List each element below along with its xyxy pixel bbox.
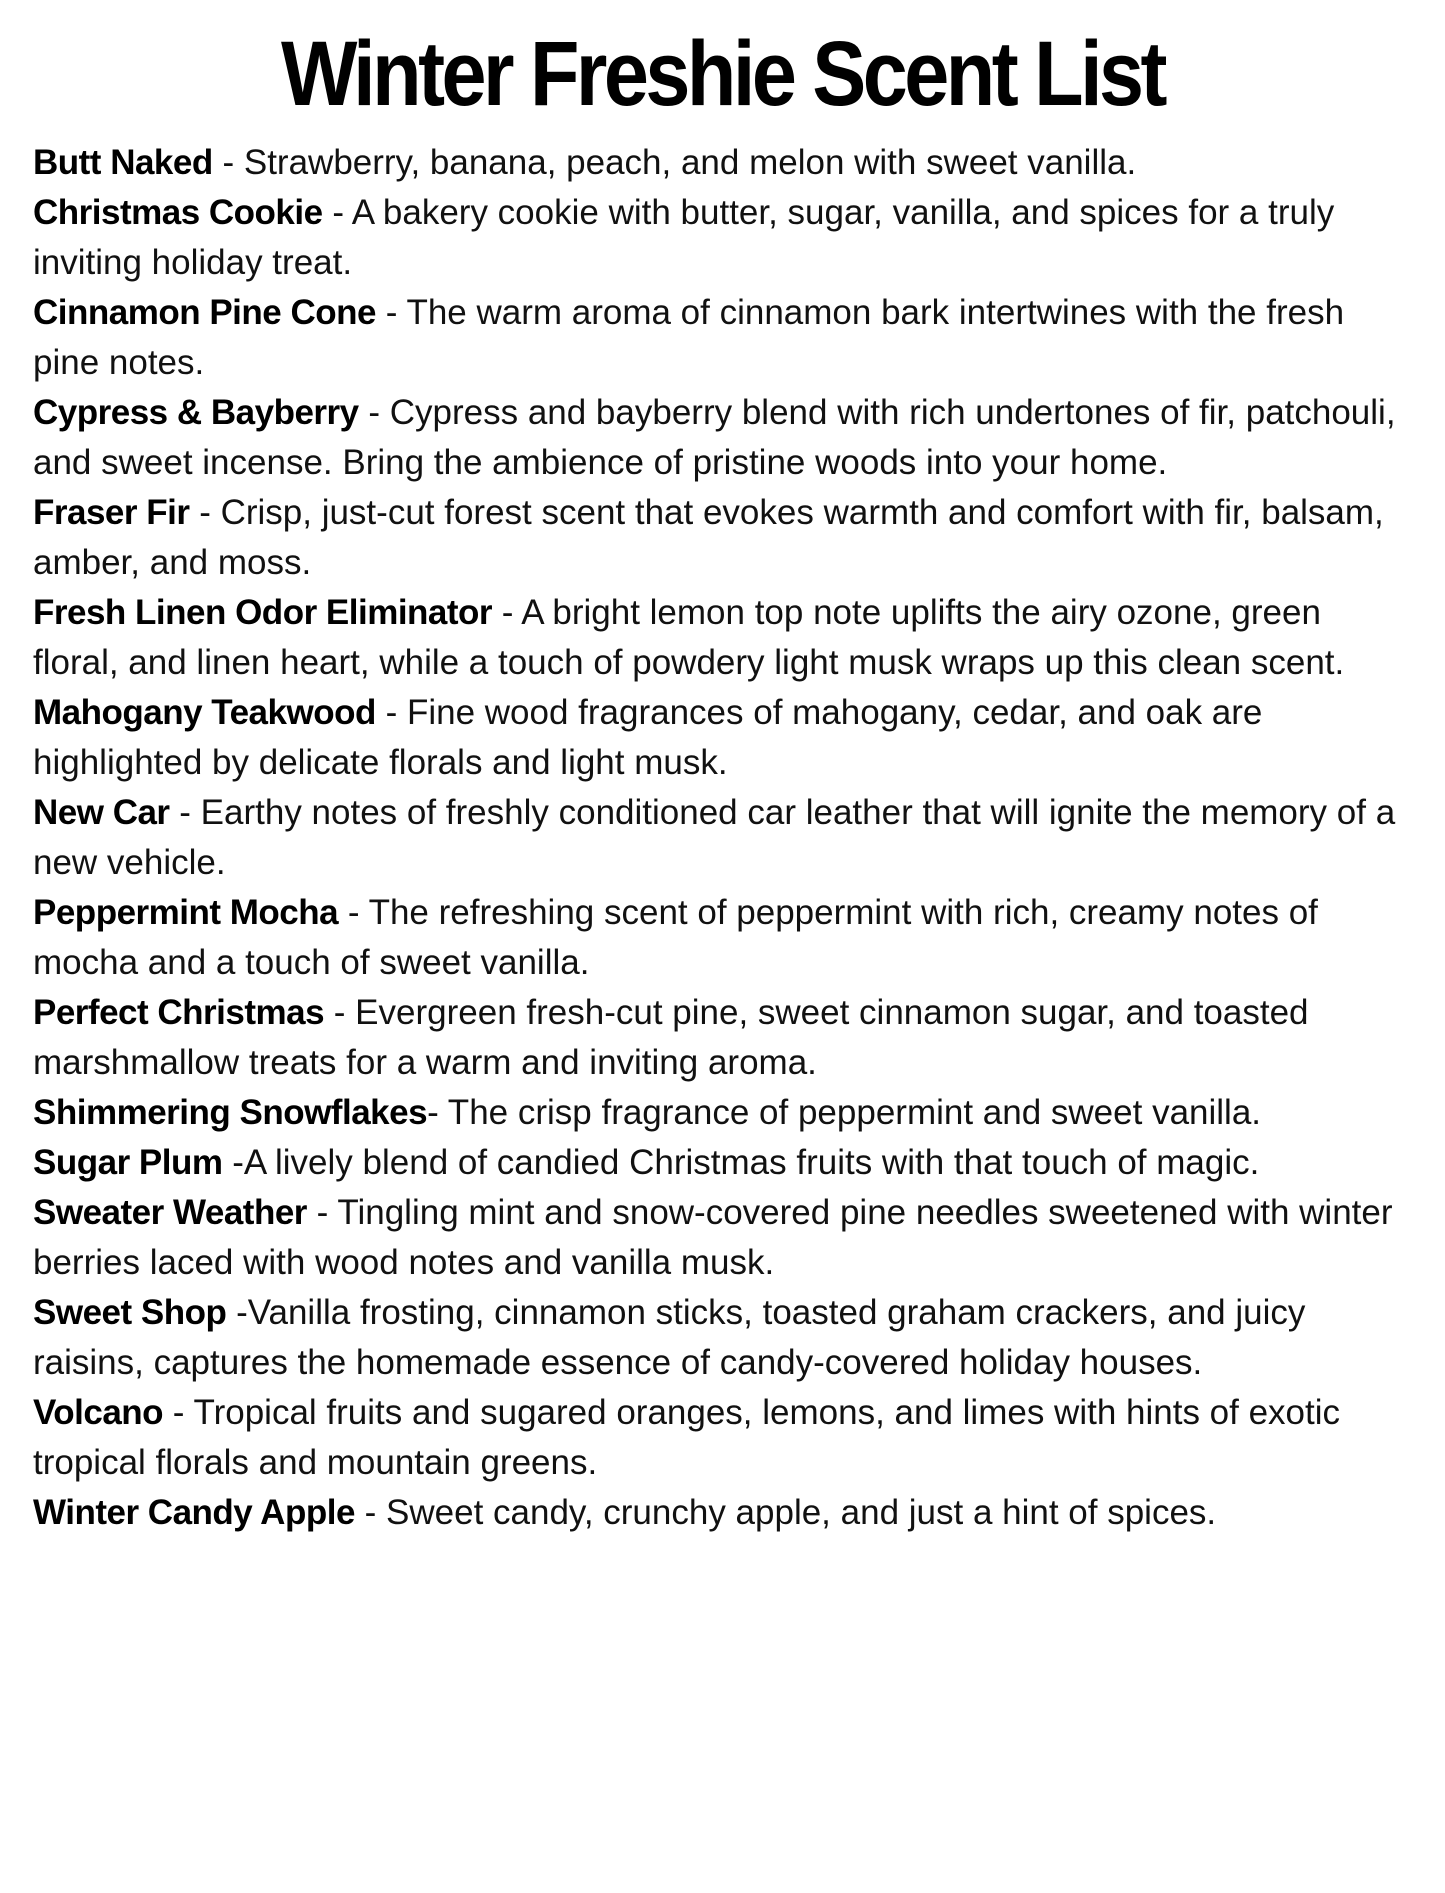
page-title: Winter Freshie Scent List [280,23,1164,125]
scent-list [33,138,1412,1538]
scent-name: Cypress & Bayberry [33,392,359,432]
scent-name: Christmas Cookie [33,192,323,232]
scent-description: - Tropical fruits and sugared oranges, lemons, and limes with hints of exotic tropical florals and mountain greens. [33,1392,1341,1482]
scent-item [33,288,1412,388]
scent-item [33,1138,1412,1188]
scent-name: New Car [33,792,170,832]
scent-name: Sweater Weather [33,1192,307,1232]
scent-name: Cinnamon Pine Cone [33,292,376,332]
scent-description: - Earthy notes of freshly conditioned car leather that will ignite the memory of a new vehicle. [33,792,1396,882]
scent-name: Butt Naked [33,142,213,182]
scent-description: - Cypress and bayberry blend with rich undertones of fir, patchouli, and sweet incense. Bring the ambience of pristine woods into your home. [33,392,1396,482]
scent-name: Volcano [33,1392,164,1432]
scent-description: - Tingling mint and snow-covered pine needles sweetened with winter berries laced with wood notes and vanilla musk. [33,1192,1393,1282]
scent-description: - Crisp, just-cut forest scent that evokes warmth and comfort with fir, balsam, amber, and moss. [33,492,1384,582]
scent-item [33,1488,1412,1538]
document-page [0,22,1445,1893]
scent-item [33,138,1412,188]
scent-name: Peppermint Mocha [33,892,339,932]
scent-name: Mahogany Teakwood [33,692,376,732]
scent-name: Winter Candy Apple [33,1492,355,1532]
scent-description: - Evergreen fresh-cut pine, sweet cinnamon sugar, and toasted marshmallow treats for a warm and inviting aroma. [33,992,1309,1082]
scent-description: -A lively blend of candied Christmas fruits with that touch of magic. [222,1142,1260,1182]
scent-description: - The refreshing scent of peppermint with rich, creamy notes of mocha and a touch of sweet vanilla. [33,892,1318,982]
scent-item [33,1388,1412,1488]
scent-description: - Fine wood fragrances of mahogany, cedar, and oak are highlighted by delicate florals and light musk. [33,692,1263,782]
scent-name: Fraser Fir [33,492,190,532]
scent-name: Sweet Shop [33,1292,227,1332]
scent-item [33,988,1412,1088]
scent-item [33,188,1412,288]
scent-item [33,1088,1412,1138]
scent-item [33,1288,1412,1388]
scent-description: - A bright lemon top note uplifts the airy ozone, green floral, and linen heart, while a touch of powdery light musk wraps up this clean scent. [33,592,1345,682]
scent-item [33,888,1412,988]
scent-item [33,688,1412,788]
scent-name: Fresh Linen Odor Eliminator [33,592,493,632]
scent-description: - Sweet candy, crunchy apple, and just a hint of spices. [354,1492,1217,1532]
scent-description: -Vanilla frosting, cinnamon sticks, toasted graham crackers, and juicy raisins, captures the homemade essence of candy-covered holiday houses. [33,1292,1306,1382]
scent-name: Shimmering Snowflakes [33,1092,428,1132]
scent-description: - A bakery cookie with butter, sugar, vanilla, and spices for a truly inviting holiday treat. [33,192,1335,282]
scent-item [33,388,1412,488]
scent-name: Sugar Plum [33,1142,223,1182]
scent-description: - The warm aroma of cinnamon bark intertwines with the fresh pine notes. [33,292,1345,382]
scent-name: Perfect Christmas [33,992,325,1032]
scent-description: - Strawberry, banana, peach, and melon with sweet vanilla. [212,142,1137,182]
scent-item [33,788,1412,888]
scent-item [33,1188,1412,1288]
scent-description: - The crisp fragrance of peppermint and sweet vanilla. [427,1092,1262,1132]
scent-item [33,488,1412,588]
scent-item [33,588,1412,688]
